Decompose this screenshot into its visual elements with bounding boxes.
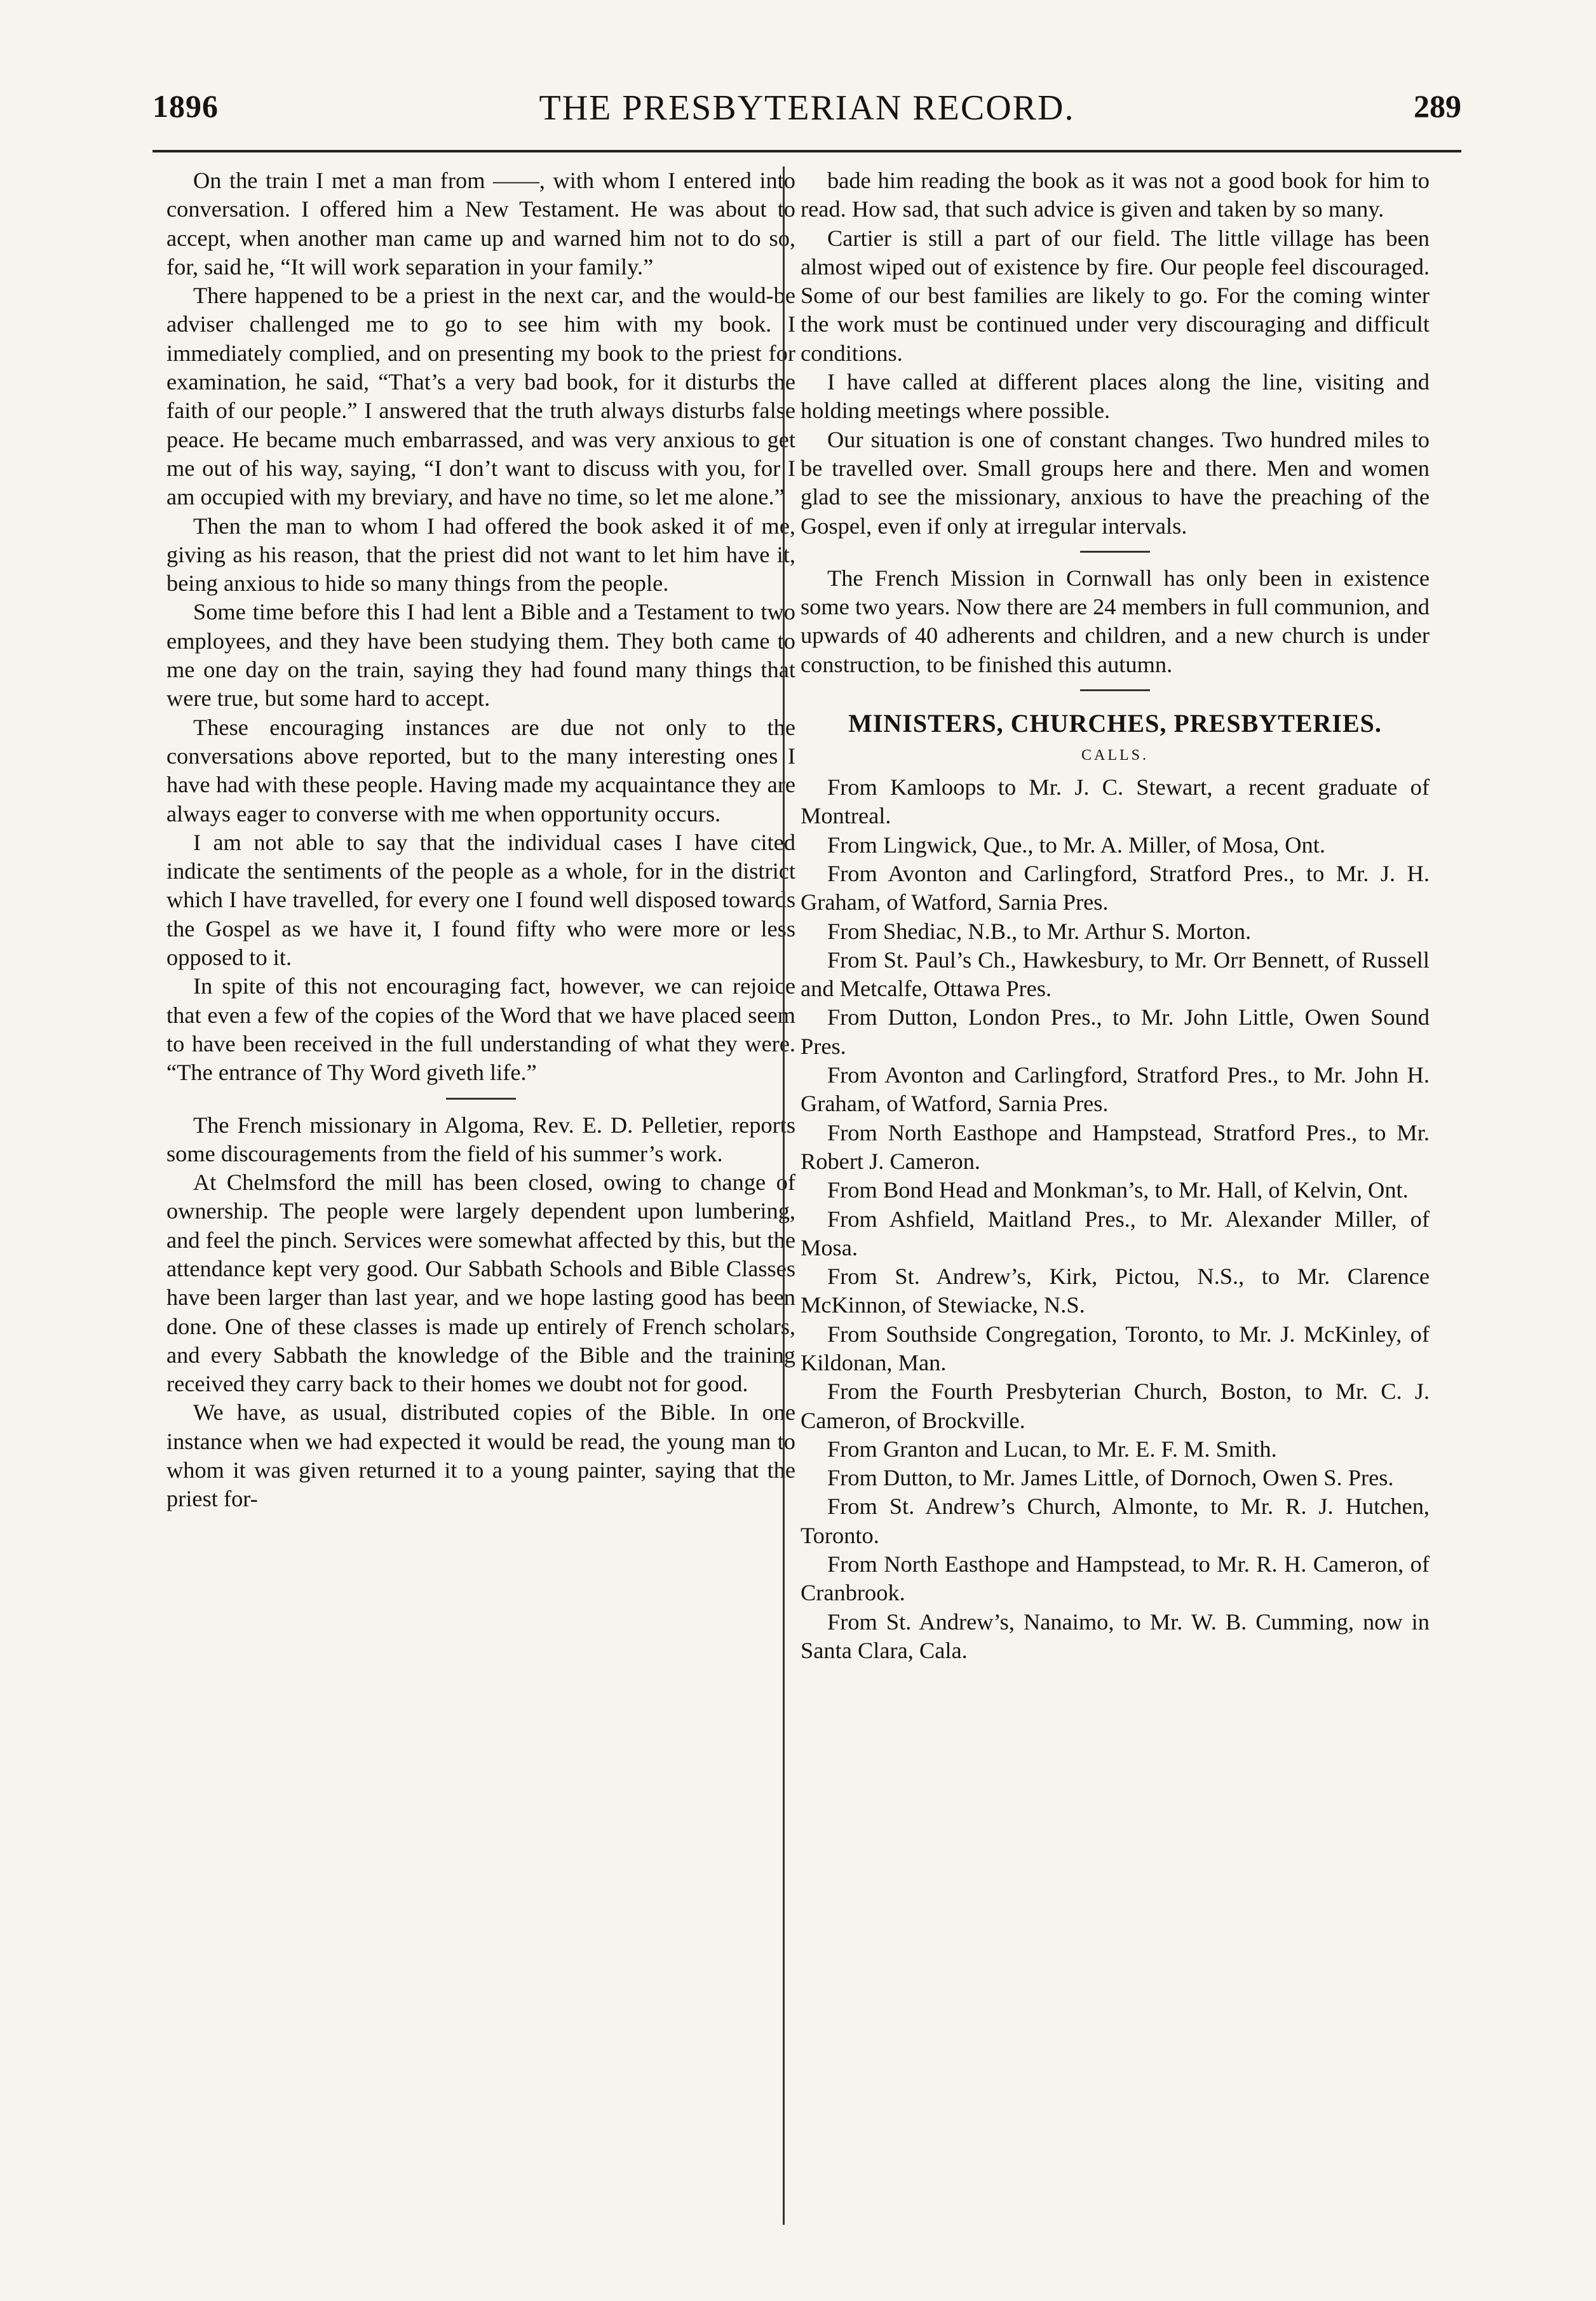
paragraph: Then the man to whom I had offered the book asked it of me, giving as his reason, that the priest did not want to let him have it, being anxious to hide so many things from the people.: [166, 513, 795, 597]
paragraph: These encouraging instances are due not only to the conversations above reported, but to the many interesting ones I have had with these people. Having made my acquaintance they are always eager to converse with me when opportunity occurs.: [166, 714, 795, 827]
paragraph: The French missionary in Algoma, Rev. E. D. Pelletier, reports some discouragements from the field of his summer’s work.: [166, 1112, 795, 1166]
call-item: From Bond Head and Monkman’s, to Mr. Hall, of Kelvin, Ont.: [827, 1177, 1409, 1203]
paragraph: Our situation is one of constant changes. Two hundred miles to be travelled over. Small groups here and there. Men and women glad to see the missionary, anxious to have the preaching of the Gospel, even if only at irregular intervals.: [801, 426, 1430, 539]
paragraph: Cartier is still a part of our field. The little village has been almost wiped out of existence by fire. Our people feel discouraged. Some of our best families are likely to go. For the coming winter the work must be continued under very discouraging and difficult conditions.: [801, 225, 1430, 366]
call-item: From Shediac, N.B., to Mr. Arthur S. Morton.: [827, 918, 1252, 944]
paragraph: We have, as usual, distributed copies of the Bible. In one instance when we had expected it would be read, the young man to whom it was given returned it to a young painter, saying that the priest for-: [166, 1400, 795, 1512]
left-column: [166, 166, 795, 1514]
call-item: From the Fourth Presbyterian Church, Boston, to Mr. C. J. Cameron, of Brockville.: [801, 1379, 1430, 1433]
call-item: From Granton and Lucan, to Mr. E. F. M. Smith.: [827, 1436, 1277, 1462]
paragraph: The French Mission in Cornwall has only been in existence some two years. Now there are 24 members in full communion, and upwards of 40 adherents and children, and a new church is under construction, to be finished this autumn.: [801, 565, 1430, 677]
call-item: From Avonton and Carlingford, Stratford Pres., to Mr. John H. Graham, of Watford, Sarnia Pres.: [801, 1062, 1430, 1117]
paragraph: There happened to be a priest in the next car, and the would-be adviser challenged me to go to see him with my book. I immediately complied, and on presenting my book to the priest for examination, he said, “That’s a very bad book, for it disturbs the faith of our people.” I answered that the truth always disturbs false peace. He became much embarrassed, and was very anxious to get me out of his way, saying, “I don’t want to discuss with you, for I am occupied with my breviary, and have no time, so let me alone.”: [166, 283, 795, 510]
call-item: From North Easthope and Hampstead, to Mr. R. H. Cameron, of Cranbrook.: [801, 1551, 1430, 1606]
page-number: 289: [1414, 88, 1461, 124]
call-item: From Southside Congregation, Toronto, to Mr. J. McKinley, of Kildonan, Man.: [801, 1321, 1430, 1375]
publication-title: THE PRESBYTERIAN RECORD.: [539, 88, 1075, 128]
call-item: From Kamloops to Mr. J. C. Stewart, a recent graduate of Montreal.: [801, 774, 1430, 829]
call-item: From Dutton, to Mr. James Little, of Dornoch, Owen S. Pres.: [827, 1465, 1394, 1491]
call-item: From St. Andrew’s, Kirk, Pictou, N.S., to Mr. Clarence McKinnon, of Stewiacke, N.S.: [801, 1264, 1430, 1318]
paragraph: On the train I met a man from ——, with whom I entered into conversation. I offered him a New Testament. He was about to accept, when another man came up and warned him not to do so, for, said he, “It will work separation in your family.”: [166, 168, 795, 280]
call-item: From St. Andrew’s Church, Almonte, to Mr. R. J. Hutchen, Toronto.: [801, 1494, 1430, 1548]
column-divider: [783, 166, 785, 2225]
running-head: [152, 88, 1461, 138]
year: 1896: [152, 88, 219, 124]
call-item: From St. Andrew’s, Nanaimo, to Mr. W. B. Cumming, now in Santa Clara, Cala.: [801, 1609, 1430, 1663]
paragraph: I have called at different places along the line, visiting and holding meetings where possible.: [801, 369, 1430, 424]
call-item: From St. Paul’s Ch., Hawkesbury, to Mr. Orr Bennett, of Russell and Metcalfe, Ottawa Pres.: [801, 947, 1430, 1002]
call-item: From Lingwick, Que., to Mr. A. Miller, of Mosa, Ont.: [827, 832, 1325, 858]
paragraph: In spite of this not encouraging fact, however, we can rejoice that even a few of the copies of the Word that we have placed seem to have been received in the full understanding of what they were. “The entrance of Thy Word giveth life.”: [166, 973, 795, 1086]
right-column: [801, 166, 1430, 1665]
call-item: From Dutton, London Pres., to Mr. John Little, Owen Sound Pres.: [801, 1004, 1430, 1059]
paragraph: I am not able to say that the individual cases I have cited indicate the sentiments of the people as a whole, for in the district which I have travelled, for every one I found well disposed towards the Gospel as we have it, I found fifty who were more or less opposed to it.: [166, 829, 795, 971]
section-separator: [446, 1098, 516, 1100]
sub-heading: CALLS.: [1081, 747, 1149, 764]
section-heading: MINISTERS, CHURCHES, PRESBYTERIES.: [848, 709, 1382, 738]
paragraph: Some time before this I had lent a Bible and a Testament to two employees, and they have been studying them. They both came to me one day on the train, saying they had found many things that were true, but some hard to accept.: [166, 599, 795, 712]
call-item: From Ashfield, Maitland Pres., to Mr. Alexander Miller, of Mosa.: [801, 1206, 1430, 1260]
paragraph: At Chelmsford the mill has been closed, owing to change of ownership. The people were largely dependent upon lumbering, and feel the pinch. Services were somewhat affected by this, but the attendance kept very good. Our Sabbath Schools and Bible Classes have been larger than last year, and we hope lasting good has been done. One of these classes is made up entirely of French scholars, and every Sabbath the knowledge of the Bible and the training received they carry back to their homes we doubt not for good.: [166, 1170, 795, 1397]
section-separator: [1080, 689, 1150, 691]
paragraph: bade him reading the book as it was not a good book for him to read. How sad, that such advice is given and taken by so many.: [801, 168, 1430, 222]
call-item: From Avonton and Carlingford, Stratford Pres., to Mr. J. H. Graham, of Watford, Sarnia Pres.: [801, 860, 1430, 915]
header-rule: [152, 150, 1461, 152]
section-separator: [1080, 551, 1150, 553]
call-item: From North Easthope and Hampstead, Stratford Pres., to Mr. Robert J. Cameron.: [801, 1119, 1430, 1174]
